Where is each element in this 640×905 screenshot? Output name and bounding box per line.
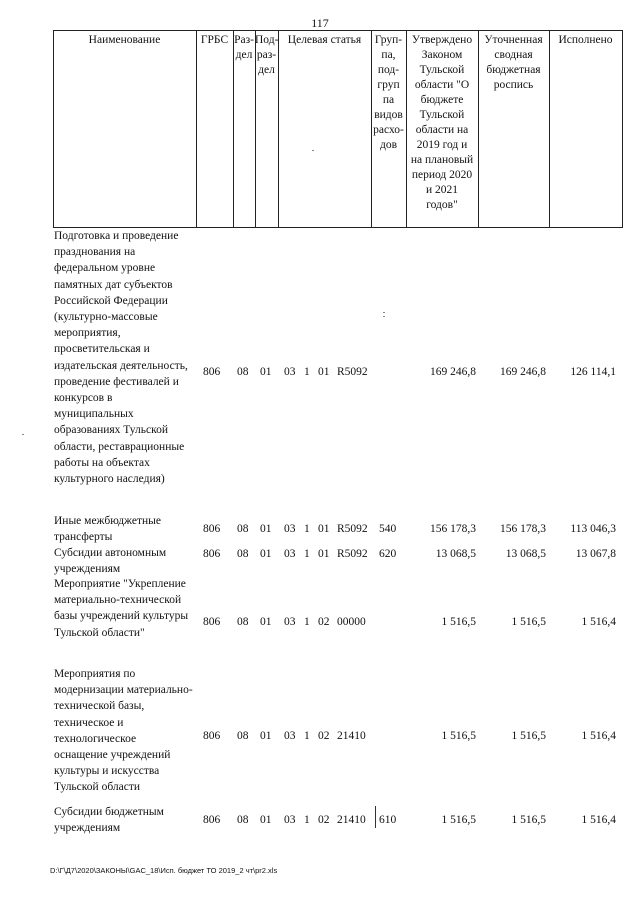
header-divider [549, 30, 550, 227]
row-target-2: 1 [304, 366, 310, 378]
row-executed: 1 516,4 [581, 730, 616, 742]
row-executed: 126 114,1 [570, 366, 616, 378]
row-group: 620 [379, 548, 397, 560]
row-name: Иные межбюджетные трансферты [54, 515, 161, 544]
row-razdel: 08 [237, 366, 249, 378]
row-name: Субсидии автономным учреждениям [54, 547, 167, 576]
row-target-3: 01 [318, 523, 330, 535]
row-target-2: 1 [304, 616, 310, 628]
row-name: Мероприятия по модернизации материально- технической базы, техническое и технологическое оснащение учреждений культуры и искусства Тульской области [54, 668, 193, 794]
row-group: 540 [379, 523, 397, 535]
row-razdel: 08 [237, 814, 249, 826]
row-grbs: 806 [203, 366, 221, 378]
row-target-4: 21410 [337, 814, 366, 826]
scan-mark [22, 434, 24, 435]
header-divider [622, 30, 623, 227]
row-razdel: 08 [237, 616, 249, 628]
scan-mark [312, 150, 314, 151]
header-divider [53, 30, 54, 227]
row-podrazdel: 01 [260, 730, 272, 742]
row-razdel: 08 [237, 548, 249, 560]
row-target-2: 1 [304, 548, 310, 560]
row-approved: 156 178,3 [430, 523, 476, 535]
row-razdel: 08 [237, 730, 249, 742]
header-executed: Исполнено [558, 34, 613, 46]
row-grbs: 806 [203, 730, 221, 742]
row-target-1: 03 [284, 814, 296, 826]
row-podrazdel: 01 [260, 814, 272, 826]
row-target-4: R5092 [337, 548, 368, 560]
row-grbs: 806 [203, 814, 221, 826]
row-target-2: 1 [304, 814, 310, 826]
page-number: 117 [311, 16, 329, 30]
row-refined: 1 516,5 [511, 730, 546, 742]
row-executed: 1 516,4 [581, 616, 616, 628]
row-target-1: 03 [284, 548, 296, 560]
row-name: Мероприятие "Укрепление материально-технической базы учреждений культуры Тульской области" [54, 578, 189, 639]
header-grbs: ГРБС [200, 34, 229, 46]
row-approved: 1 516,5 [441, 730, 476, 742]
header-approved: Утверждено Законом Тульской области "О бюджете Тульской области на 2019 год и на плановый период 2020 и 2021 годов" [410, 34, 474, 211]
row-podrazdel: 01 [260, 616, 272, 628]
row-target-3: 02 [318, 730, 330, 742]
row-refined: 1 516,5 [511, 814, 546, 826]
header-name: Наименование [88, 34, 161, 46]
row-target-1: 03 [284, 616, 296, 628]
row-executed: 113 046,3 [570, 523, 616, 535]
row-razdel: 08 [237, 523, 249, 535]
row-name: Подготовка и проведение празднования на федеральном уровне памятных дат субъектов Российской Федерации (культурно-массовые мероприятия, просветительская и издательская деятельность, проведение фестивалей и конкурсов в муниципальных образованиях Тульской области, реставрационные работы на объектах культурного наследия) [54, 230, 188, 486]
row-podrazdel: 01 [260, 523, 272, 535]
row-target-1: 03 [284, 523, 296, 535]
header-podrazdel: Под- раз- дел [255, 34, 279, 76]
row-target-4: R5092 [337, 366, 368, 378]
header-group: Груп- па, под- груп па видов расхо- дов [373, 34, 404, 151]
header-divider [196, 30, 197, 227]
scan-mark [383, 316, 385, 317]
row-approved: 1 516,5 [441, 814, 476, 826]
header-target: Целевая статья [287, 34, 362, 46]
row-target-4: R5092 [337, 523, 368, 535]
row-refined: 13 068,5 [505, 548, 546, 560]
row-target-1: 03 [284, 366, 296, 378]
row-approved: 1 516,5 [441, 616, 476, 628]
row-refined: 169 246,8 [500, 366, 546, 378]
row-target-3: 01 [318, 548, 330, 560]
scan-mark [375, 806, 376, 828]
row-executed: 13 067,8 [575, 548, 616, 560]
row-target-3: 01 [318, 366, 330, 378]
row-name: Субсидии бюджетным учреждениям [54, 806, 164, 835]
row-target-3: 02 [318, 616, 330, 628]
row-grbs: 806 [203, 523, 221, 535]
row-target-2: 1 [304, 730, 310, 742]
row-executed: 1 516,4 [581, 814, 616, 826]
header-razdel: Раз- дел [234, 34, 254, 61]
row-approved: 13 068,5 [435, 548, 476, 560]
row-target-4: 21410 [337, 730, 366, 742]
row-grbs: 806 [203, 548, 221, 560]
scan-mark [383, 312, 385, 313]
row-grbs: 806 [203, 616, 221, 628]
row-refined: 1 516,5 [511, 616, 546, 628]
row-approved: 169 246,8 [430, 366, 476, 378]
row-refined: 156 178,3 [500, 523, 546, 535]
header-divider [278, 30, 279, 227]
row-podrazdel: 01 [260, 548, 272, 560]
row-podrazdel: 01 [260, 366, 272, 378]
row-target-2: 1 [304, 523, 310, 535]
row-target-3: 02 [318, 814, 330, 826]
row-target-4: 00000 [337, 616, 366, 628]
file-path-footer: D:\Г\Д7\2020\ЗАКОНЫ\GAC_18\Исп. бюджет ТО 2019_2 чт\pr2.xls [50, 866, 278, 875]
row-target-1: 03 [284, 730, 296, 742]
header-refined: Уточненная сводная бюджетная роспись [484, 34, 543, 91]
row-group: 610 [379, 814, 397, 826]
